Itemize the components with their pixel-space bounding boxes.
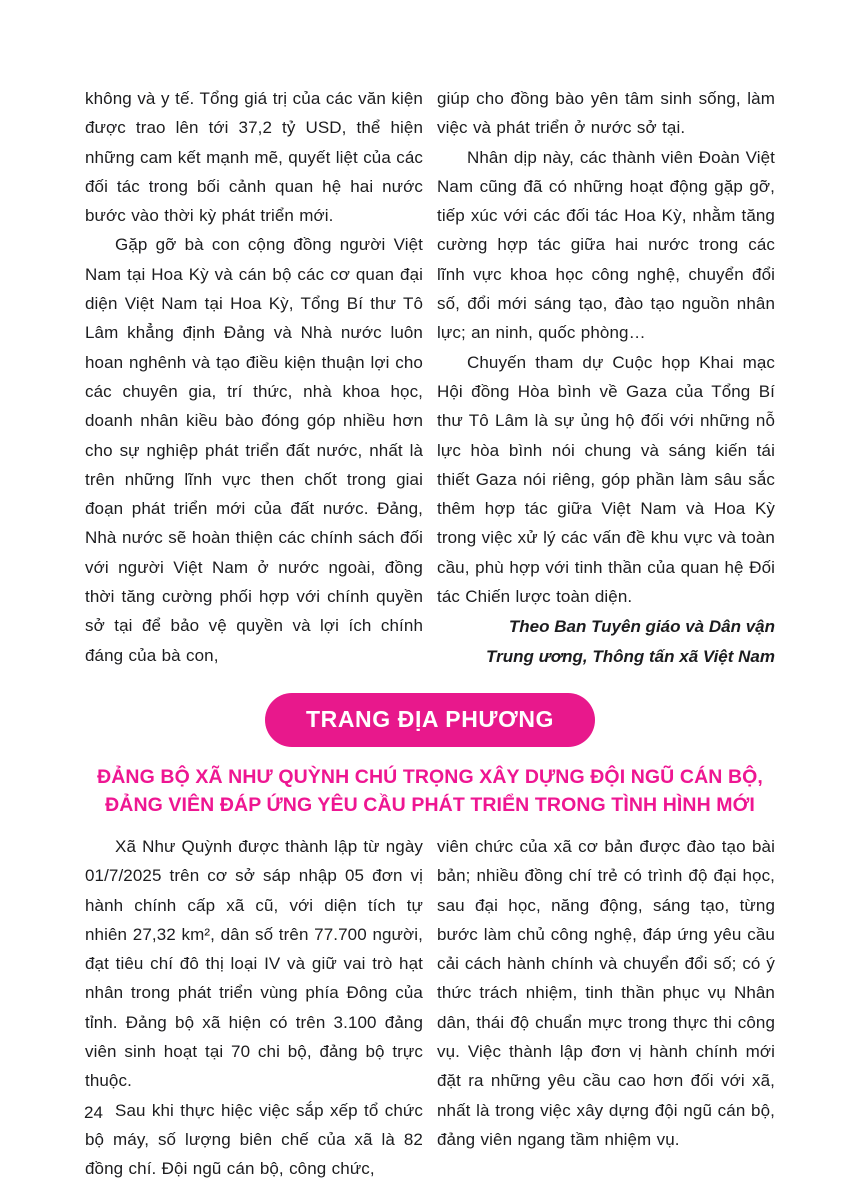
national-article-left-column	[85, 84, 423, 671]
paragraph: Chuyến tham dự Cuộc họp Khai mạc Hội đồng Hòa bình về Gaza của Tổng Bí thư Tô Lâm là sự ủng hộ đối với những nỗ lực hòa bình nói chung và sáng kiến tái thiết Gaza nói riêng, góp phần làm sâu sắc thêm hợp tác giữa Việt Nam và Hoa Kỳ trong việc xử lý các vấn đề khu vực và toàn cầu, phù hợp với tinh thần của quan hệ Đối tác Chiến lược toàn diện.	[437, 352, 775, 607]
paragraph: Sau khi thực hiệc việc sắp xếp tổ chức bộ máy, số lượng biên chế của xã là 82 đồng chí. Đội ngũ cán bộ, công chức,	[85, 1100, 423, 1179]
paragraph: Gặp gỡ bà con cộng đồng người Việt Nam tại Hoa Kỳ và cán bộ các cơ quan đại diện Việt Nam tại Hoa Kỳ, Tổng Bí thư Tô Lâm khẳng định Đảng và Nhà nước luôn hoan nghênh và tạo điều kiện thuận lợi cho các chuyên gia, trí thức, nhà khoa học, doanh nhân kiều bào đóng góp nhiều hơn cho sự nghiệp phát triển đất nước, nhất là trên những lĩnh vực then chốt trong giai đoạn phát triển mới của đất nước. Đảng, Nhà nước sẽ hoàn thiện các chính sách đối với người Việt Nam ở nước ngoài, đồng thời tăng cường phối hợp với chính quyền sở tại để bảo vệ quyền và lợi ích chính đáng của bà con,	[85, 235, 423, 665]
article-attribution	[437, 612, 775, 671]
paragraph: không và y tế. Tổng giá trị của các văn kiện được trao lên tới 37,2 tỷ USD, thể hiện những cam kết mạnh mẽ, quyết liệt của các đối tác trong bối cảnh quan hệ hai nước bước vào thời kỳ phát triển mới.	[85, 89, 423, 226]
paragraph: Nhân dịp này, các thành viên Đoàn Việt Nam cũng đã có những hoạt động gặp gỡ, tiếp xúc với các đối tác Hoa Kỳ, nhằm tăng cường hợp tác giữa hai nước trong các lĩnh vực khoa học công nghệ, chuyển đổi số, đổi mới sáng tạo, đào tạo nguồn nhân lực; an ninh, quốc phòng…	[437, 147, 775, 343]
paragraph: giúp cho đồng bào yên tâm sinh sống, làm việc và phát triển ở nước sở tại.	[437, 89, 775, 138]
national-article	[85, 84, 775, 671]
page-content	[85, 84, 775, 1184]
section-banner-label: TRANG ĐỊA PHƯƠNG	[305, 706, 555, 733]
local-article-left-column	[85, 832, 423, 1184]
attribution-line: Trung ương, Thông tấn xã Việt Nam	[486, 646, 775, 666]
national-article-right-column	[437, 84, 775, 671]
attribution-line: Theo Ban Tuyên giáo và Dân vận	[508, 617, 775, 637]
paragraph: Xã Như Quỳnh được thành lập từ ngày 01/7/2025 trên cơ sở sáp nhập 05 đơn vị hành chính cấp xã cũ, với diện tích tự nhiên 27,32 km², dân số trên 77.700 người, đạt tiêu chí đô thị loại IV và giữ vai trò hạt nhân trong phát triển vùng phía Đông của tỉnh. Đảng bộ xã hiện có trên 3.100 đảng viên sinh hoạt tại 70 chi bộ, đảng bộ trực thuộc.	[85, 836, 423, 1091]
paragraph: viên chức của xã cơ bản được đào tạo bài bản; nhiều đồng chí trẻ có trình độ đại học, sau đại học, năng động, sáng tạo, từng bước làm chủ công nghệ, đáp ứng yêu cầu cải cách hành chính và chuyển đổi số; có ý thức trách nhiệm, tinh thần phục vụ Nhân dân, thái độ chuẩn mực trong thực thi công vụ. Việc thành lập đơn vị hành chính mới đặt ra những yêu cầu cao hơn đối với xã, nhất là trong việc xây dựng đội ngũ cán bộ, đảng viên ngang tầm nhiệm vụ.	[437, 836, 775, 1149]
page-number: 24	[84, 1103, 103, 1122]
local-article-right-column	[437, 832, 775, 1184]
headline-line: ĐẢNG VIÊN ĐÁP ỨNG YÊU CẦU PHÁT TRIỂN TRONG TÌNH HÌNH MỚI	[105, 793, 755, 816]
headline-line: ĐẢNG BỘ XÃ NHƯ QUỲNH CHÚ TRỌNG XÂY DỰNG ĐỘI NGŨ CÁN BỘ,	[97, 765, 763, 788]
local-article	[85, 832, 775, 1184]
local-article-headline	[85, 763, 775, 819]
section-banner	[265, 693, 595, 747]
